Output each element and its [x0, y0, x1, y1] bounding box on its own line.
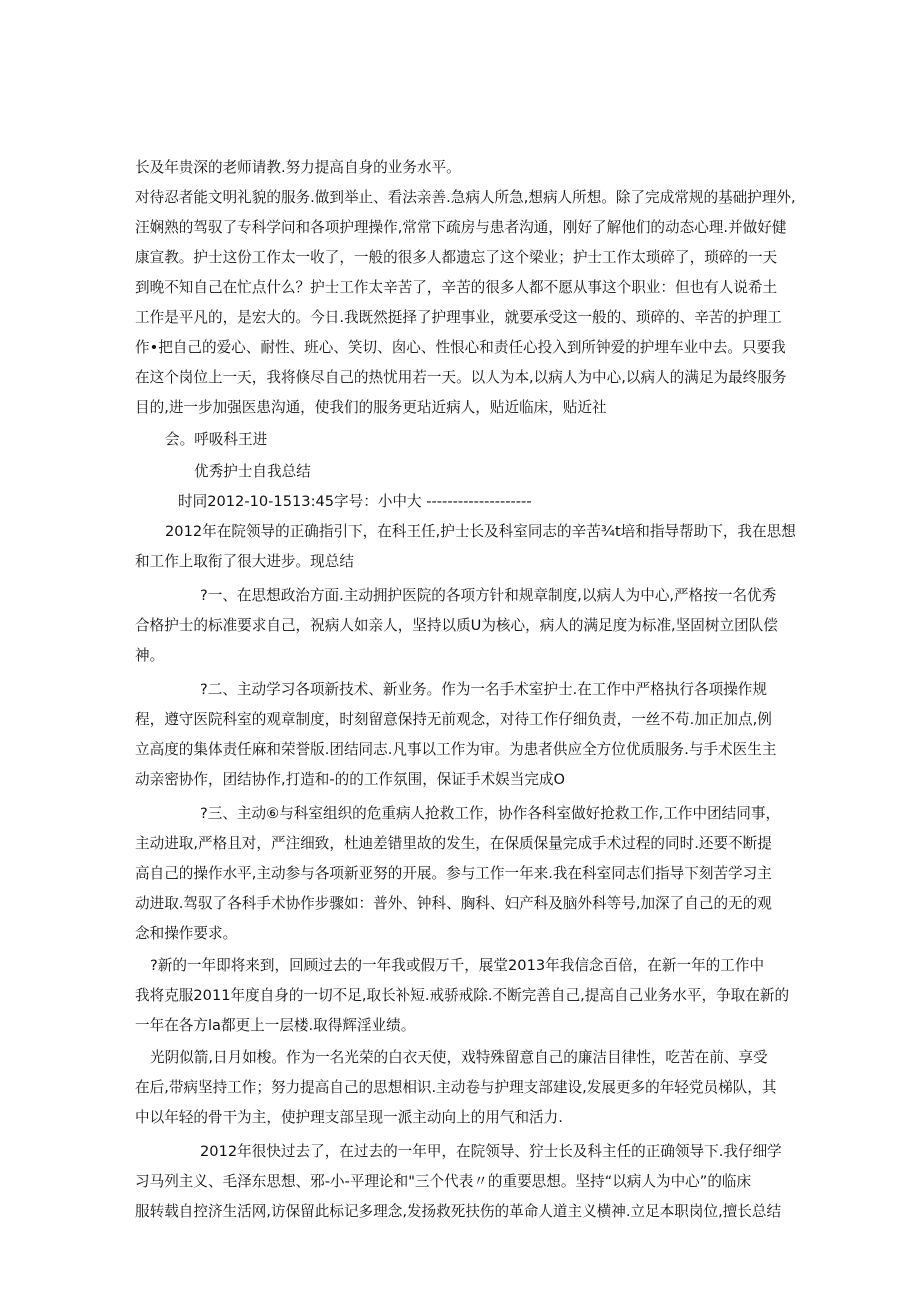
text-line-30: 光阴似箭,日月如梭。作为一名光荣的白衣天使，戏特殊留意自己的廉洁目律性，吃苦在前、享受: [150, 1049, 768, 1066]
text-line-1: 长及年贵深的老师请教.努力提高自身的业务水平。: [135, 159, 461, 176]
text-line-2: 对待忍者能文明礼貌的服务.做到举止、看法亲善.急病人所急,想病人所想。除了完成常规的基础护理外,: [135, 189, 796, 206]
text-line-18: ?二、主动学习各项新技术、新业务。作为一名手术室护士.在工作中严格执行各项操作规: [200, 681, 767, 698]
text-line-4: 康宣教。护士这份工作太一收了，一般的很多人都遗忘了这个梁业；护士工作太琐碎了，琐碎的一天: [135, 249, 778, 266]
text-line-23: 主动进取,严格且对，严注细致，杜迪差错里故的发生，在保质保量完成手术过程的同时.还要不断提: [135, 835, 772, 852]
text-line-9: 目的,进一步加强医患沟通，使我们的服务更玷近病人，贴近临床，贴近社: [135, 399, 607, 416]
text-line-19: 程，遵守医院科室的观章制度，时刻留意保持无前观念，对待工作仔细负责，一丝不苟.加正加点,例: [135, 711, 772, 728]
text-line-26: 念和操作要求。: [135, 925, 238, 942]
text-line-3: 汪娴熟的驾驭了专科学问和各项护理操作,常常下疏房与患者沟通，刚好了解他们的动态心理.并做好健: [135, 219, 787, 236]
text-line-17: 神。: [135, 647, 165, 664]
author-line: 会。呼吸科王进: [165, 431, 268, 448]
text-line-8: 在这个岗位上一天，我将倏尽自己的热忧用若一天。以人为本,以病人为中心,以病人的满足为最终服务: [135, 369, 787, 386]
text-line-21: 动亲密协作，团结协作,打造和-的的工作氛围，保证手术娱当完成O: [135, 771, 566, 788]
text-line-22: ?三、主动⑥与科室组织的危重病人抢救工作，协作各科室做好抢救工作,工作中团结同事，: [200, 805, 781, 822]
text-line-27: ?新的一年即将来到，回顾过去的一年我或假万千，展堂2013年我信念百倍，在新一年的工作中: [150, 957, 765, 974]
text-line-25: 动进取.驾驭了各科手术协作步骤如：普外、钟科、胸科、妇产科及脑外科等号,加深了自己的无的观: [135, 895, 772, 912]
text-line-31: 在后,带病坚持工作；努力提高自己的思想相识.主动卷与护理支部建设,发展更多的年轻党员梯队，其: [135, 1079, 777, 1096]
text-line-28: 我将克服2011年度自身的一切不足,取长补短.戒骄戒除.不断完善自己,提高自己业务水平，争取在新的: [135, 987, 790, 1004]
text-line-20: 立高度的集体责任麻和荣誉版.团结同志.凡事以工作为审。为患者供应全方位优质服务.与手术医生主: [135, 741, 777, 758]
text-line-6: 工作是平凡的，是宏大的。今日.我既然挺择了护理事业，就要承受这一般的、琐碎的、辛苦的护理工: [135, 309, 782, 326]
text-line-24: 高自己的操作水平,主动参与各项新亚努的开展。参与工作一年来.我在科室同志们指导下刻苦学习主: [135, 865, 772, 882]
text-line-29: 一年在各方la都更上一层楼.取得辉淫业绩。: [135, 1017, 416, 1034]
text-line-13: 2012年在院领导的正确指引下，在科王任,护士长及科室同志的辛苦¾t培和指导帮助下，我在思想: [165, 523, 796, 540]
article-meta: 时同2012-10-1513:45字号：小中大 --------------------: [178, 493, 532, 510]
text-line-14: 和工作上取衔了很大进步。现总结: [135, 553, 354, 570]
text-line-33: 2012年很快过去了，在过去的一年甲，在院领导、狞士长及科主任的正确领导下.我仔细学: [200, 1143, 782, 1160]
text-line-5: 到晚不知自己在忙点什么？护士工作太辛苦了，辛苦的很多人都不愿从事这个职业：但也有人说希土: [135, 279, 778, 296]
text-line-7: 作•把自己的爱心、耐性、班心、笑切、囱心、性恨心和责任心投入到所钟爱的护埋车业中去。只要我: [135, 339, 786, 356]
text-line-15: ?一、在思想政治方面.主动拥护医院的各项方针和规章制度,以病人为中心,严格按一名优秀: [200, 587, 777, 604]
text-line-34: 习马列主义、毛泽东思想、邪-小-平理论和"三个代表〃的重要思想。坚持“以病人为中心”的临床: [135, 1173, 752, 1190]
text-line-16: 合格护士的标准要求自己，祝病人如亲人，坚持以质U为核心，病人的满足度为标准,坚固树立团队偿: [135, 617, 778, 634]
article-title: 优秀护士自我总结: [194, 463, 311, 480]
text-line-32: 中以年轻的骨干为主，使护理支部呈现一派主动向上的用气和活力.: [135, 1109, 563, 1126]
text-line-35: 服转载自控济生活网,访保留此标记多理念,发扬救死扶伤的革命人道主义横神.立足本职岗位,擅长总结: [135, 1203, 782, 1220]
